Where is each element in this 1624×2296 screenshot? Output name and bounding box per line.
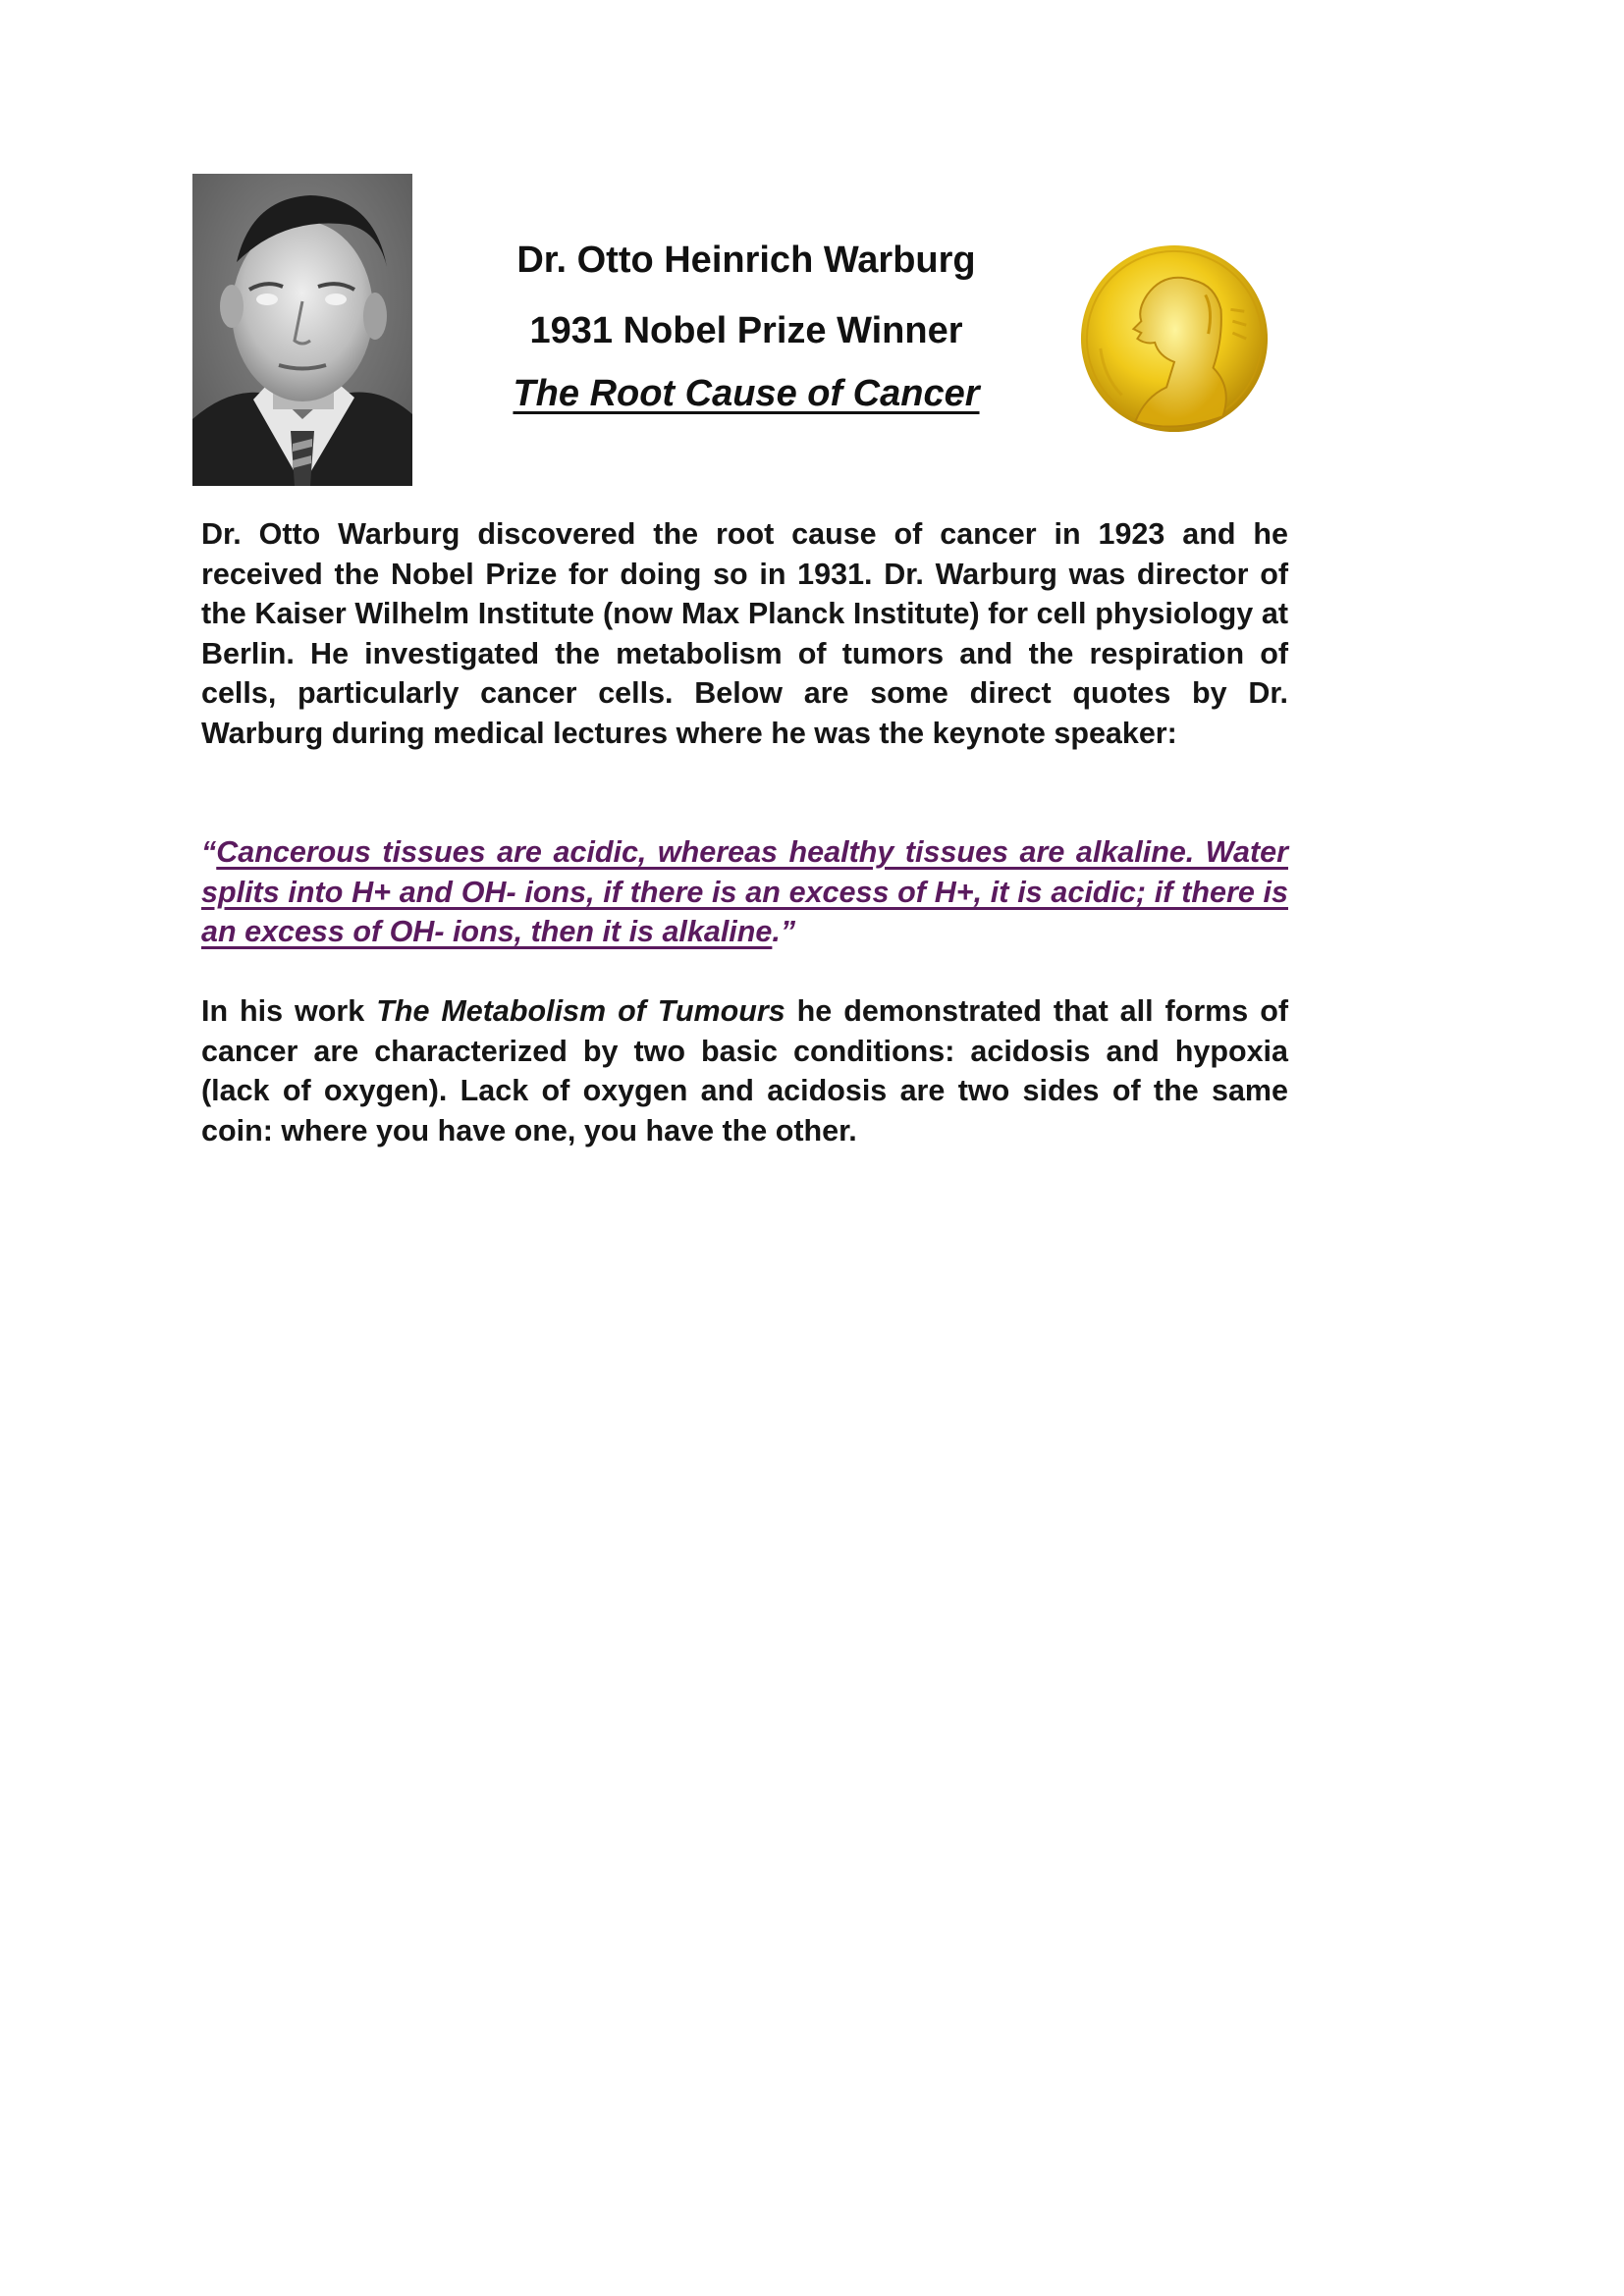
- book-title: The Metabolism of Tumours: [376, 994, 785, 1028]
- nobel-medal-icon: [1077, 241, 1272, 436]
- portrait-icon: [192, 174, 412, 486]
- paragraph2-rest: he demonstrated that all forms of cancer are characterized by two basic conditions: acidosis and hypoxia (lack of oxygen). Lack of oxygen and acidosis are two sides of the same coin: where you have one, you have the other.: [201, 994, 1288, 1148]
- portrait-photo: [192, 174, 412, 486]
- prize-title: 1931 Nobel Prize Winner: [529, 310, 963, 351]
- person-name: Dr. Otto Heinrich Warburg: [516, 240, 976, 281]
- quote-close-mark: .”: [772, 915, 796, 948]
- nobel-medal: [1077, 241, 1272, 436]
- quote-text: Cancerous tissues are acidic, whereas healthy tissues are alkaline. Water splits into H+ and OH- ions, if there is an excess of H+, it is acidic; if there is an excess of OH- ions, then it is alkaline: [201, 835, 1288, 948]
- warburg-quote: [201, 832, 1288, 952]
- header: [471, 236, 1021, 418]
- paragraph2-start: In his work: [201, 994, 377, 1028]
- quote-open-mark: “: [201, 835, 217, 869]
- intro-paragraph: Dr. Otto Warburg discovered the root cause of cancer in 1923 and he received the Nobel Prize for doing so in 1931. Dr. Warburg was director of the Kaiser Wilhelm Institute (now Max Planck Institute) for cell physiology at Berlin. He investigated the metabolism of tumors and the respiration of cells, particularly cancer cells. Below are some direct quotes by Dr. Warburg during medical lectures where he was the keynote speaker:: [201, 517, 1288, 750]
- page-subtitle: The Root Cause of Cancer: [513, 373, 980, 414]
- metabolism-paragraph: [201, 991, 1288, 1150]
